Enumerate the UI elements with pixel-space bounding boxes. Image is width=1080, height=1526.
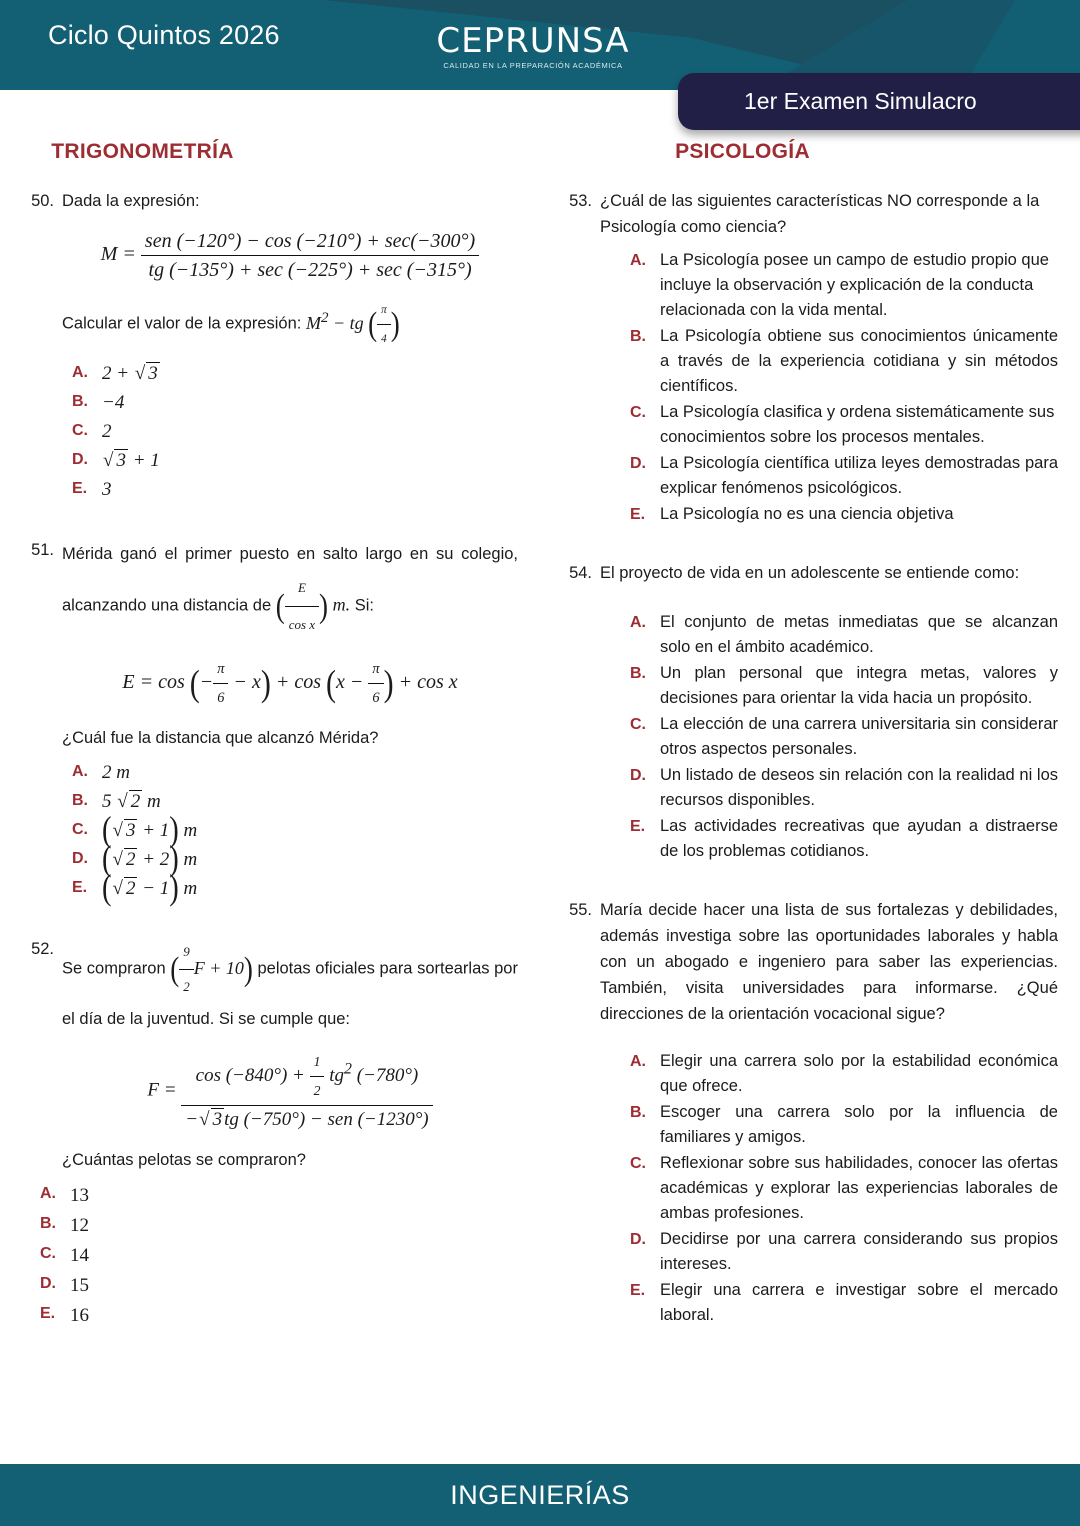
option-item[interactable] (72, 840, 518, 879)
option-item[interactable] (72, 476, 518, 504)
option-letter: C. (72, 422, 88, 439)
E-over-cosx (285, 571, 319, 642)
prompt-math (305, 304, 400, 345)
four-denominator: 4 (381, 333, 387, 345)
option-text: √ 3 + 1 (102, 447, 518, 475)
option-item[interactable] (630, 661, 1058, 711)
option-text: Escoger una carrera solo por la influencia de familiares y amigos. (660, 1103, 1058, 1146)
prompt-math-exponent: 2 (320, 309, 329, 326)
open-paren: ( (368, 304, 378, 343)
two-denominator: 2 (183, 979, 190, 994)
option-letter: E. (630, 1282, 646, 1299)
options-q54 (630, 610, 1058, 864)
exam-badge-label: 1er Examen Simulacro (744, 88, 977, 114)
formula-numerator: sen (−120°) − cos (−210°) + sec(−300°) (141, 228, 479, 256)
option-item[interactable] (630, 1227, 1058, 1277)
question-number: 52. (31, 940, 54, 958)
option-item[interactable] (630, 400, 1058, 450)
stem-variable: F + 10 (193, 957, 244, 978)
option-text: 13 (70, 1185, 89, 1206)
question-body (62, 537, 518, 908)
stem-part-b: Si: (354, 596, 374, 615)
question-53 (556, 188, 1058, 528)
option-text: Elegir una carrera solo por la estabilidad económica que ofrece. (660, 1052, 1058, 1095)
option-text: La Psicología clasifica y ordena sistemáticamente sus conocimientos sobre los procesos mentales. (660, 403, 1055, 446)
option-letter: C. (40, 1245, 56, 1262)
option-item[interactable] (630, 814, 1058, 864)
question-body (62, 188, 518, 505)
question-number: 54. (569, 564, 592, 582)
sqrt-icon: √ 3 (103, 450, 126, 471)
option-item[interactable] (630, 1278, 1058, 1328)
option-text: 5 √ 2 m (102, 788, 518, 816)
formula-numerator: cos (−840°) + $\frac{1}{2}$ $tg^2$ (−780°) (181, 1049, 432, 1106)
option-letter: E. (40, 1305, 56, 1322)
option-item[interactable] (630, 763, 1058, 813)
option-text: 16 (70, 1305, 89, 1326)
option-letter: A. (72, 763, 88, 780)
footer-label: INGENIERÍAS (450, 1479, 630, 1510)
unit-meters: m. (332, 594, 351, 615)
column-trigonometria (0, 188, 540, 1335)
section-title-row (0, 140, 1080, 164)
E-numerator: E (285, 571, 319, 607)
option-letter: A. (630, 252, 646, 269)
formula-E: E = cos (− $\frac{\pi}{6}$ − x) + cos (x − $\frac{\pi}{6}$ ) + cos x (62, 656, 518, 711)
option-letter: B. (630, 1104, 646, 1121)
option-letter: A. (630, 614, 646, 631)
option-item[interactable] (630, 248, 1058, 323)
formula-fraction (181, 1049, 432, 1133)
close-paren: ) (390, 304, 400, 343)
question-54 (556, 560, 1058, 865)
question-stem (62, 537, 518, 642)
option-item[interactable] (630, 502, 1058, 527)
question-50 (18, 188, 518, 505)
question-stem: ¿Cuál de las siguientes características NO corresponde a la Psicología como ciencia? (600, 192, 1040, 236)
option-item[interactable] (72, 759, 518, 787)
option-letter: D. (72, 850, 88, 867)
option-item[interactable] (40, 1301, 518, 1330)
pi-numerator: π (377, 297, 391, 325)
logo-wordmark: CEPRUNSA (436, 21, 630, 61)
option-letter: D. (630, 1231, 646, 1248)
option-text: La Psicología obtiene sus conocimientos únicamente a través de la experiencia cotidiana y sin métodos científicos. (660, 327, 1058, 395)
close-paren: ) (243, 949, 253, 988)
option-text: 2 + √ 3 (102, 360, 518, 388)
option-letter: D. (630, 767, 646, 784)
option-item[interactable] (72, 811, 518, 850)
question-prompt: ¿Cuál fue la distancia que alcanzó Mérida? (62, 729, 379, 747)
page-footer (0, 1464, 1080, 1526)
option-letter: B. (40, 1215, 56, 1232)
stem-part-a: Mérida ganó el primer puesto en salto largo en su colegio, alcanzando una distancia de (62, 545, 518, 615)
option-letter: D. (72, 451, 88, 468)
option-text: La Psicología no es una ciencia objetiva (660, 505, 954, 523)
option-item[interactable] (630, 324, 1058, 399)
formula-F (62, 1049, 518, 1133)
option-text: 2 (102, 421, 112, 442)
open-paren: ( (170, 949, 180, 988)
question-number: 55. (569, 901, 592, 919)
question-stem: El proyecto de vida en un adolescente se entiende como: (600, 564, 1020, 582)
sqrt-icon: √ 2 (112, 878, 136, 899)
option-text: Decidirse por una carrera considerando sus propios intereses. (660, 1230, 1058, 1273)
options-q53 (630, 248, 1058, 527)
option-item[interactable] (40, 1241, 518, 1270)
pi-over-four (377, 297, 391, 352)
stem-part-b: pelotas oficiales para sortearlas por el día de la juventud. Si se cumple que: (62, 959, 518, 1028)
option-text: Las actividades recreativas que ayudan a distraerse de los problemas cotidianos. (660, 817, 1058, 860)
question-stem (62, 936, 518, 1035)
sqrt-icon: √ 3 (199, 1109, 223, 1130)
option-item[interactable] (40, 1271, 518, 1300)
stem-inline-math (170, 944, 253, 994)
option-text: Elegir una carrera e investigar sobre el mercado laboral. (660, 1281, 1058, 1324)
option-item[interactable] (72, 360, 518, 388)
option-letter: C. (72, 821, 88, 838)
option-letter: B. (72, 792, 88, 809)
option-letter: A. (72, 364, 88, 381)
options-q55 (630, 1049, 1058, 1328)
column-psicologia (540, 188, 1080, 1335)
spacer (556, 532, 1058, 560)
question-number: 51. (31, 541, 54, 559)
formula-fraction (141, 228, 479, 283)
option-text: Un listado de deseos sin relación con la realidad ni los recursos disponibles. (660, 766, 1058, 809)
option-text: 14 (70, 1245, 89, 1266)
question-number: 50. (31, 192, 54, 210)
exam-badge (678, 73, 1080, 130)
option-text: (√ 2 + 2) m (102, 840, 198, 879)
option-text: 3 (102, 479, 112, 500)
question-51 (18, 537, 518, 908)
sqrt-icon: √ 2 (117, 791, 141, 812)
question-55 (556, 897, 1058, 1329)
logo-tagline: CALIDAD EN LA PREPARACIÓN ACADÉMICA (443, 61, 623, 70)
option-item[interactable] (630, 1151, 1058, 1226)
sqrt-icon: √ 2 (112, 849, 136, 870)
option-item[interactable] (630, 1100, 1058, 1150)
close-paren: ) (319, 586, 329, 625)
option-text: La elección de una carrera universitaria sin considerar otros aspectos personales. (660, 715, 1058, 758)
question-columns (0, 188, 1080, 1335)
option-text: −4 (102, 392, 125, 413)
question-prompt: ¿Cuántas pelotas se compraron? (62, 1151, 306, 1169)
question-body (600, 560, 1058, 865)
formula-denominator: −√ 3 tg (−750°) − sen (−1230°) (181, 1106, 432, 1133)
formula-denominator: tg (−135°) + sec (−225°) + sec (−315°) (148, 259, 472, 281)
option-text: Un plan personal que integra metas, valores y decisiones para orientar la vida hacia un propósito. (660, 664, 1058, 707)
option-letter: C. (630, 404, 646, 421)
stem-inline-math (275, 580, 329, 632)
spacer (18, 908, 518, 936)
question-stem: María decide hacer una lista de sus fortalezas y debilidades, además investiga sobre las oportunidades laborales y habla con un abogado e ingeniero para saber las experiencias. También, visita universidades para informarse. ¿Qué direcciones de la orientación vocacional sigue? (600, 901, 1058, 1023)
prompt-text: Calcular el valor de la expresión: (62, 314, 302, 333)
option-letter: E. (630, 506, 646, 523)
section-title-psicologia: PSICOLOGÍA (675, 140, 810, 163)
nine-numerator: 9 (179, 936, 193, 970)
cosx-denominator: cos x (288, 617, 316, 632)
question-stem: Dada la expresión: (62, 192, 200, 210)
section-title-trigonometria: TRIGONOMETRÍA (51, 140, 234, 163)
option-letter: B. (630, 665, 646, 682)
option-text: La Psicología posee un campo de estudio propio que incluye la observación y explicación de la conducta relacionada con la vida mental. (660, 251, 1049, 319)
question-number: 53. (569, 192, 592, 210)
option-text: (√ 3 + 1) m (102, 811, 198, 850)
option-letter: A. (630, 1053, 646, 1070)
option-item[interactable] (630, 712, 1058, 762)
option-text: Reflexionar sobre sus habilidades, conocer las ofertas académicas y explorar las experiencias laborales de ambas profesiones. (660, 1154, 1058, 1222)
option-letter: C. (630, 716, 646, 733)
option-letter: E. (72, 879, 88, 896)
sqrt-icon: √ 3 (112, 820, 136, 841)
option-item[interactable] (72, 447, 518, 475)
ceprunsa-logo (428, 21, 638, 70)
pi-over-six: $\frac{\pi}{6}$ (213, 656, 228, 711)
formula-lhs: F = (147, 1079, 177, 1101)
formula-lhs: M = (100, 243, 136, 266)
option-text: La Psicología científica utiliza leyes demostradas para explicar fenómenos psicológicos. (660, 454, 1058, 497)
option-letter: D. (630, 455, 646, 472)
option-letter: A. (40, 1185, 56, 1202)
prompt-math-operator: − tg (328, 312, 364, 333)
option-text: 15 (70, 1275, 89, 1296)
question-52 (18, 936, 518, 1331)
spacer (18, 509, 518, 537)
option-item[interactable] (72, 788, 518, 816)
options-q51 (72, 759, 518, 908)
option-letter: E. (72, 480, 88, 497)
option-item[interactable] (630, 610, 1058, 660)
options-q52 (40, 1181, 518, 1330)
question-body (600, 188, 1058, 528)
option-item[interactable] (72, 869, 518, 908)
prompt-math-base: M (305, 312, 321, 333)
question-body (600, 897, 1058, 1329)
option-item[interactable] (630, 1049, 1058, 1099)
option-letter: B. (72, 393, 88, 410)
spacer (556, 869, 1058, 897)
sqrt-icon: √ 3 (134, 363, 158, 384)
option-text: 2 m (102, 762, 130, 783)
question-prompt (62, 297, 518, 352)
option-letter: D. (40, 1275, 56, 1292)
option-item[interactable] (40, 1181, 518, 1210)
cycle-title: Ciclo Quintos 2026 (48, 20, 280, 50)
nine-over-two (179, 936, 193, 1003)
option-text: 12 (70, 1215, 89, 1236)
stem-part-a: Se compraron (62, 959, 166, 978)
option-item[interactable] (72, 418, 518, 446)
pi-over-six: $\frac{\pi}{6}$ (368, 656, 383, 711)
option-letter: C. (630, 1155, 646, 1172)
option-letter: B. (630, 328, 646, 345)
formula-M (62, 228, 518, 283)
options-q50 (72, 360, 518, 504)
one-half: $\frac{1}{2}$ (310, 1049, 325, 1104)
open-paren: ( (275, 586, 285, 625)
option-item[interactable] (630, 451, 1058, 501)
option-text: El conjunto de metas inmediatas que se alcanzan solo en el ámbito académico. (660, 613, 1058, 656)
option-item[interactable] (72, 389, 518, 417)
option-letter: E. (630, 818, 646, 835)
option-item[interactable] (40, 1211, 518, 1240)
option-text: (√ 2 − 1) m (102, 869, 198, 908)
